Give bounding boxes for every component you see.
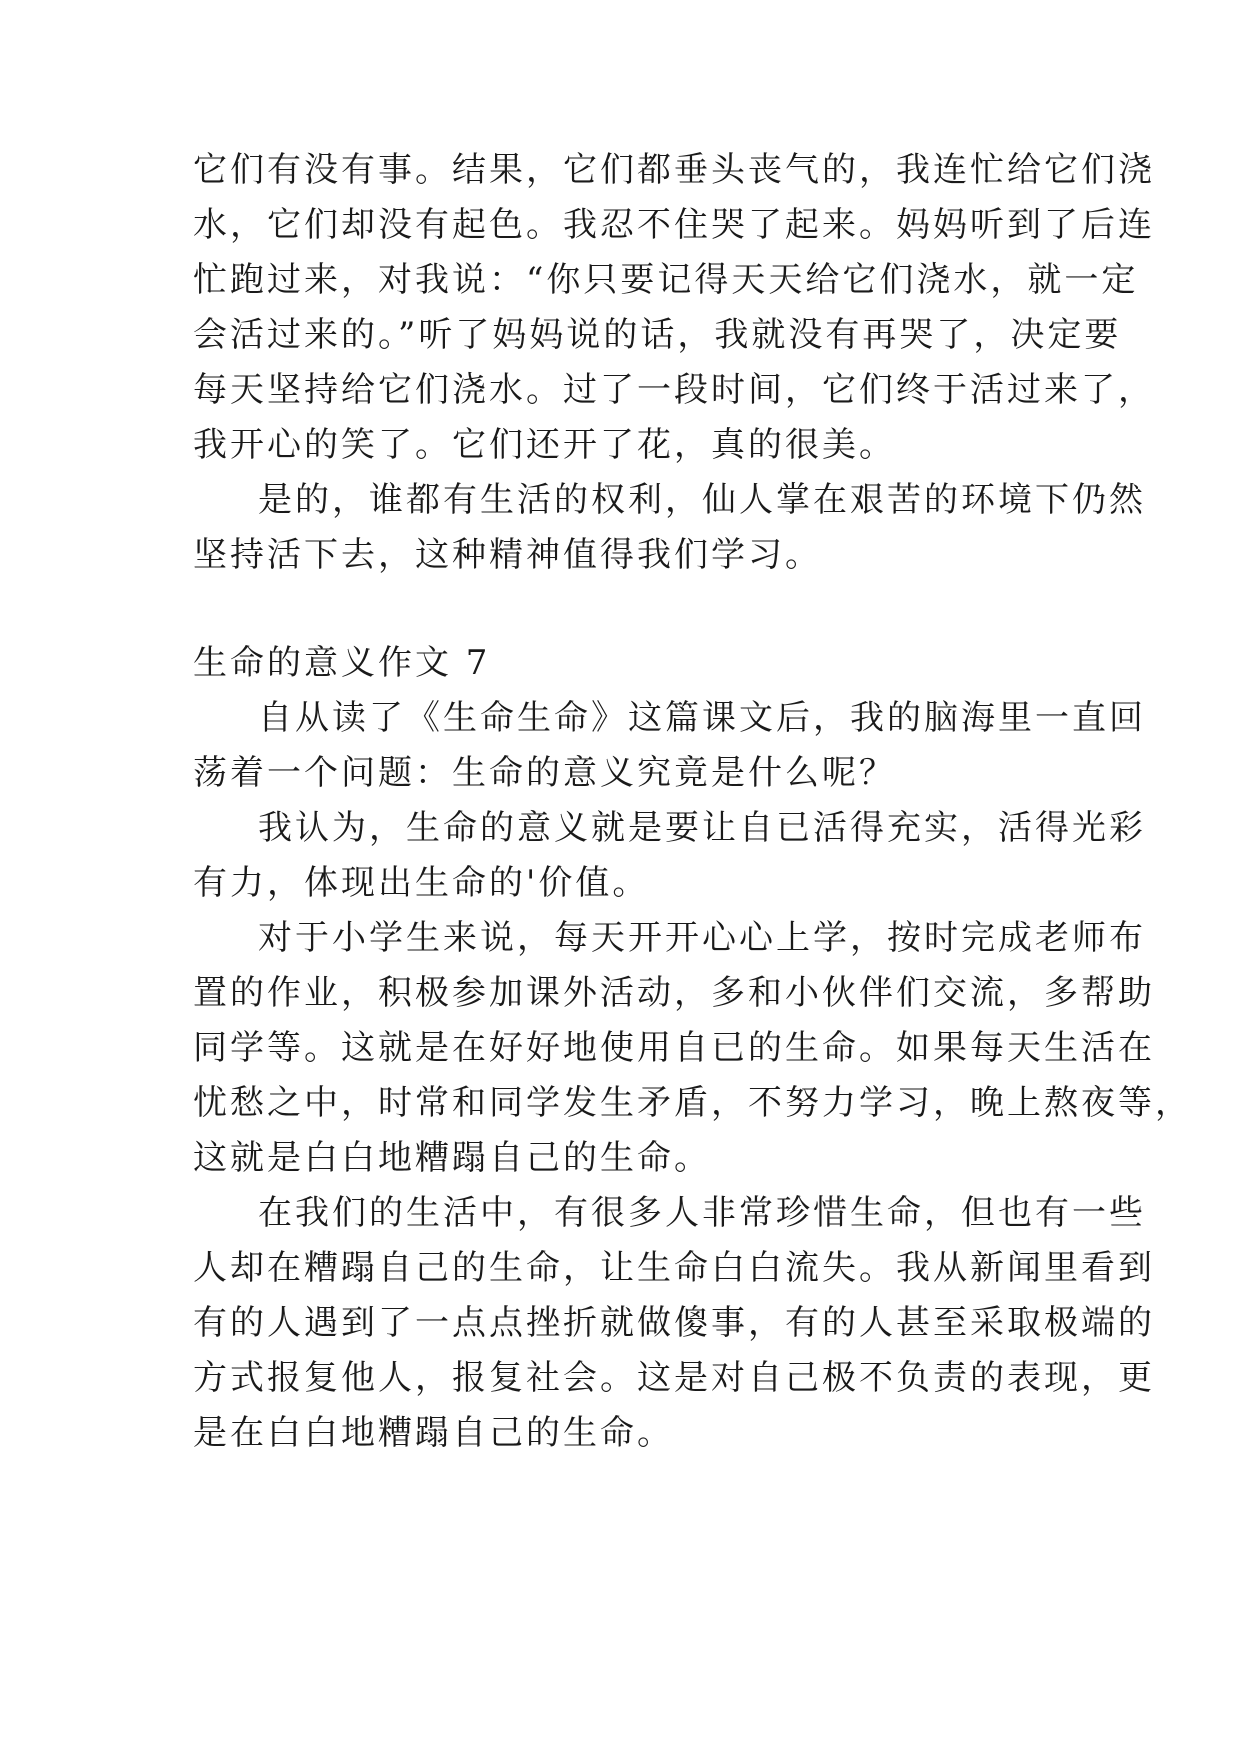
paragraph-first-line: 在我们的生活中，有很多人非常珍惜生命，但也有一些 — [258, 1193, 1146, 1233]
text-line: 荡着一个问题：生命的意义究竟是什么呢？ — [193, 753, 896, 793]
text-line: 有的人遇到了一点点挫折就做傻事，有的人甚至采取极端的 — [193, 1303, 1155, 1343]
text-line: 忙跑过来，对我说：“你只要记得天天给它们浇水，就一定 — [193, 260, 1139, 300]
paragraph-first-line: 我认为，生命的意义就是要让自已活得充实，活得光彩 — [258, 808, 1146, 848]
text-line: 是在白白地糟蹋自己的生命。 — [193, 1413, 674, 1453]
paragraph-first-line: 自从读了《生命生命》这篇课文后，我的脑海里一直回 — [258, 698, 1146, 738]
text-line: 人却在糟蹋自己的生命，让生命白白流失。我从新闻里看到 — [193, 1248, 1155, 1288]
text-line: 方式报复他人，报复社会。这是对自己极不负责的表现，更 — [193, 1358, 1155, 1398]
text-line: 它们有没有事。结果，它们都垂头丧气的，我连忙给它们浇 — [193, 150, 1155, 190]
text-line: 这就是白白地糟蹋自己的生命。 — [193, 1138, 711, 1178]
text-line: 每天坚持给它们浇水。过了一段时间，它们终于活过来了， — [193, 370, 1155, 410]
paragraph-first-line: 是的，谁都有生活的权利，仙人掌在艰苦的环境下仍然 — [258, 480, 1146, 520]
text-line: 置的作业，积极参加课外活动，多和小伙伴们交流，多帮助 — [193, 973, 1155, 1013]
text-line: 同学等。这就是在好好地使用自已的生命。如果每天生活在 — [193, 1028, 1155, 1068]
paragraph-first-line: 对于小学生来说，每天开开心心上学，按时完成老师布 — [258, 918, 1146, 958]
text-line: 我开心的笑了。它们还开了花，真的很美。 — [193, 425, 896, 465]
text-line: 忧愁之中，时常和同学发生矛盾，不努力学习，晚上熬夜等， — [193, 1083, 1192, 1123]
text-line: 会活过来的。”听了妈妈说的话，我就没有再哭了，决定要 — [193, 315, 1122, 355]
text-line: 坚持活下去，这种精神值得我们学习。 — [193, 535, 822, 575]
section-heading: 生命的意义作文 7 — [193, 643, 491, 683]
text-line: 有力，体现出生命的'价值。 — [193, 863, 650, 903]
text-line: 水，它们却没有起色。我忍不住哭了起来。妈妈听到了后连 — [193, 205, 1155, 245]
